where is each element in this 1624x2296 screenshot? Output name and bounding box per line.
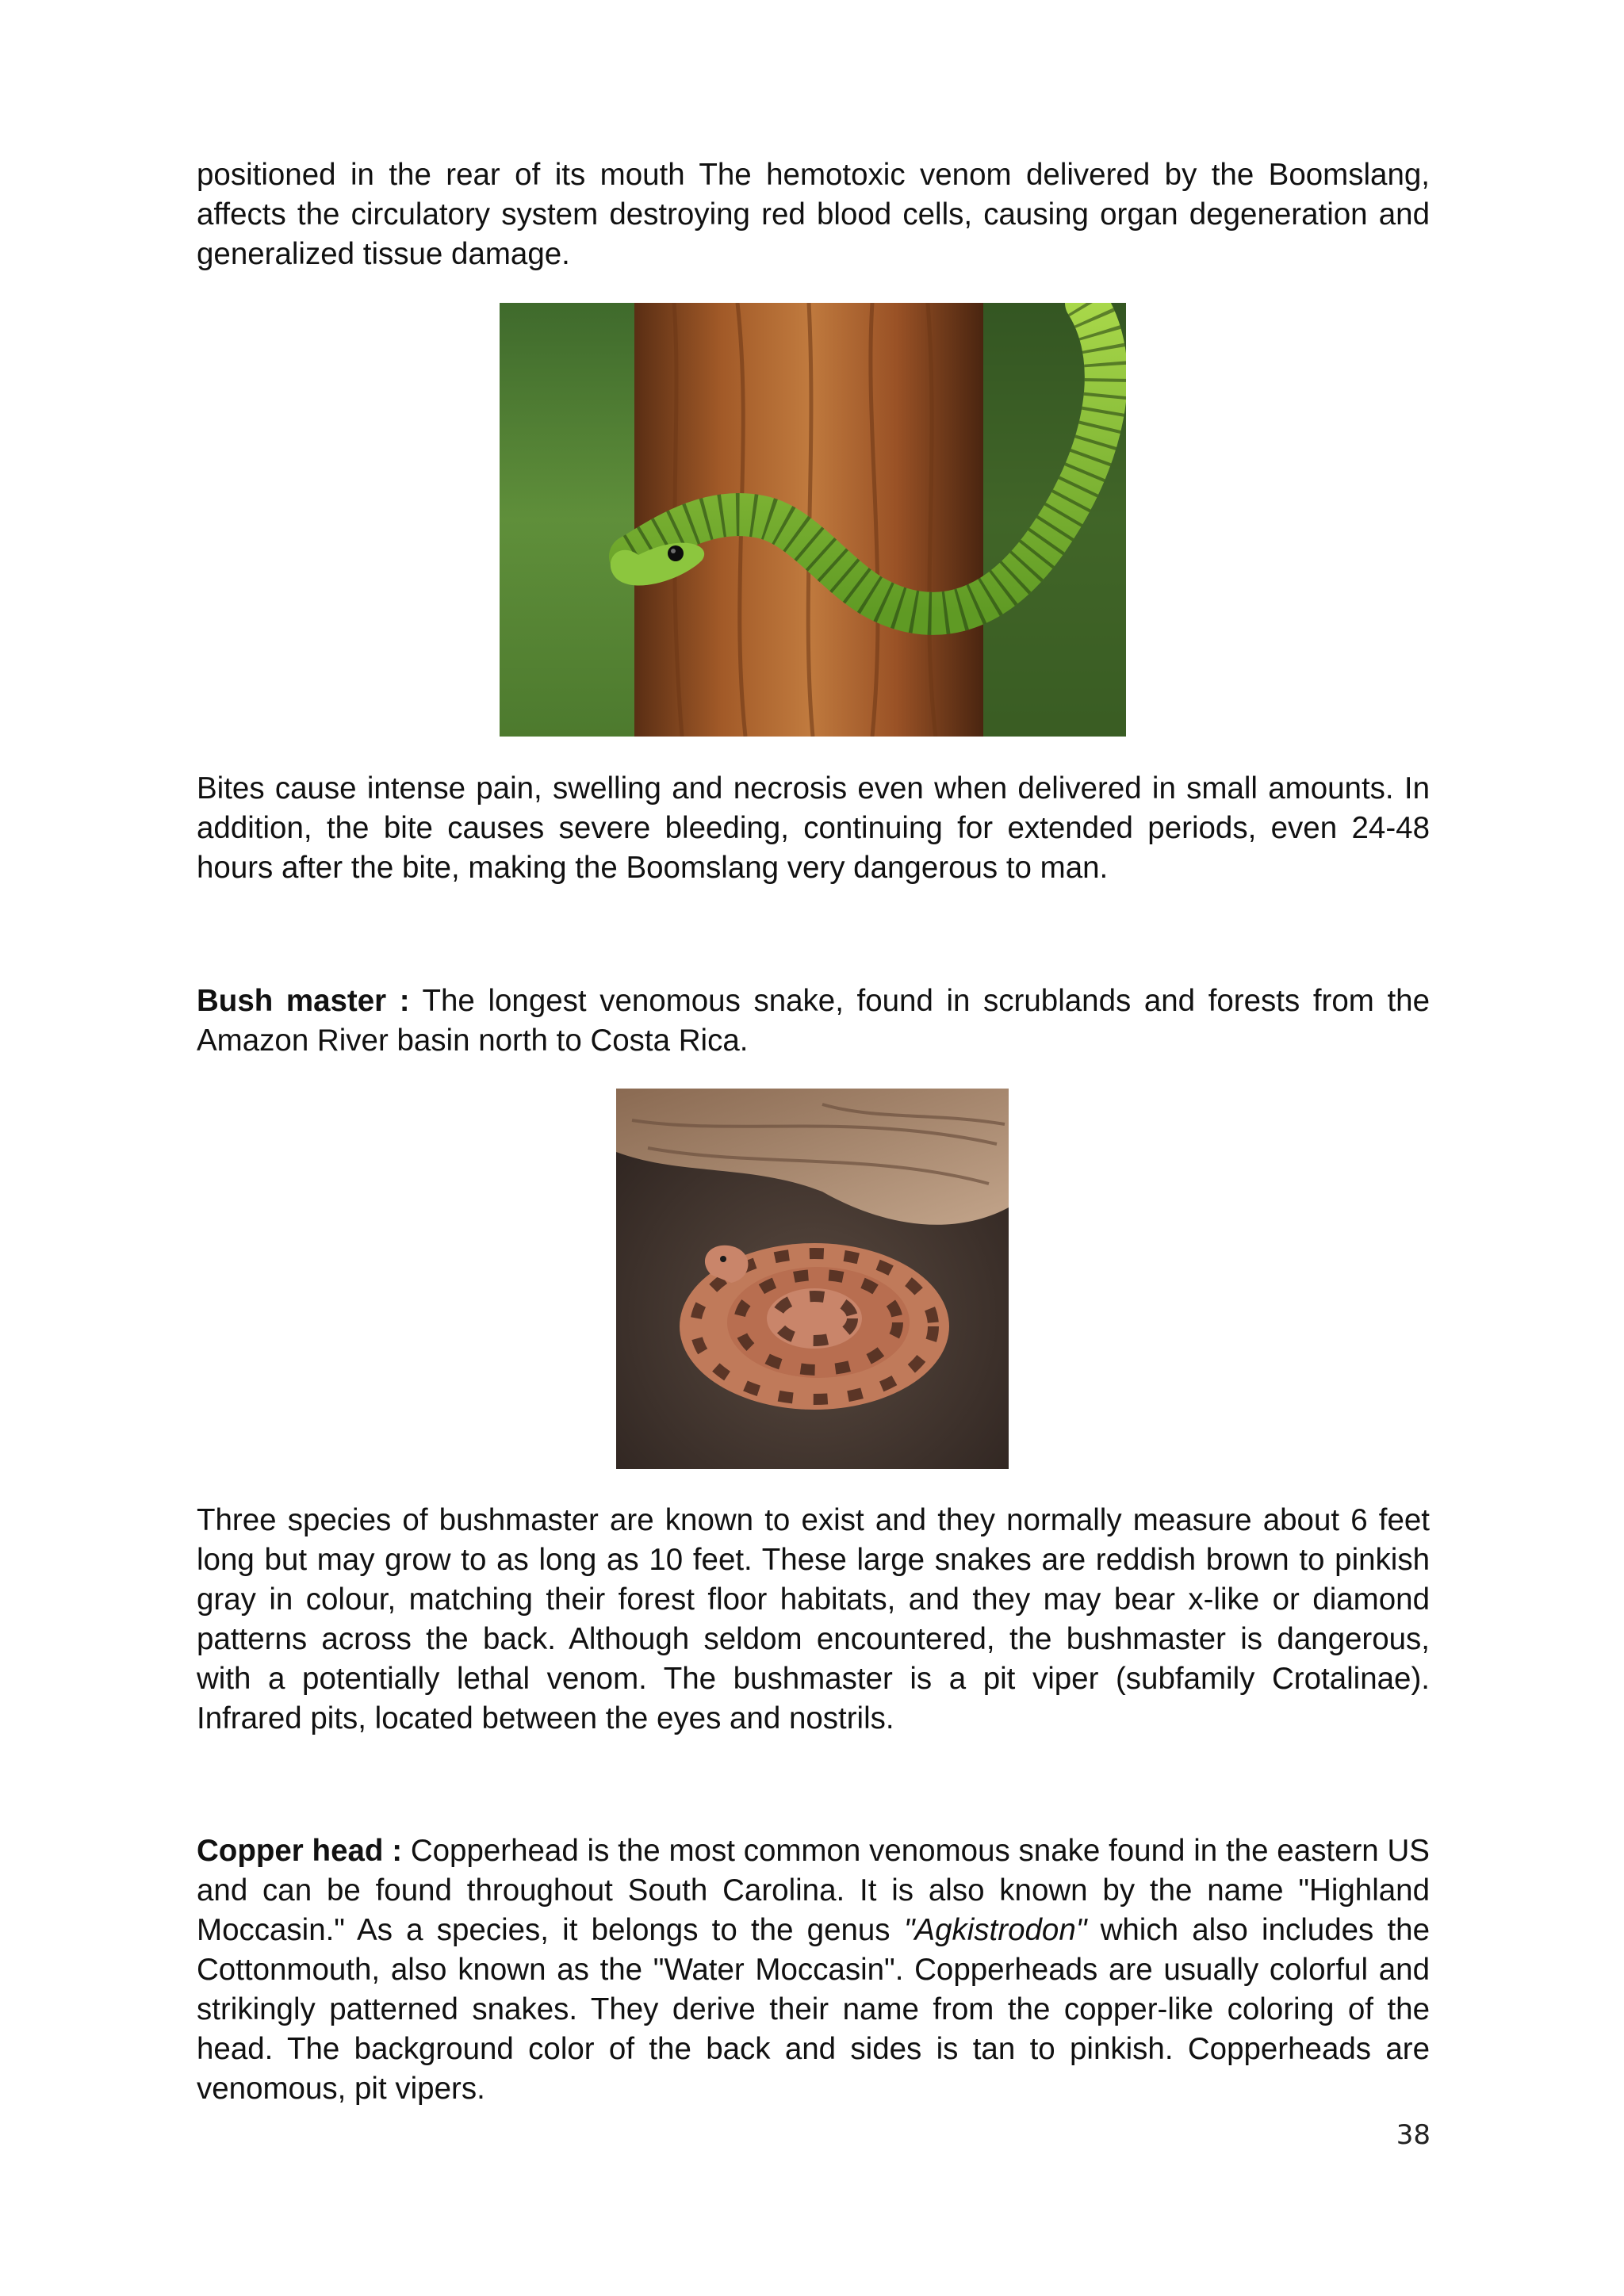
copperhead-heading: Copper head : xyxy=(197,1834,403,1868)
paragraph-copperhead xyxy=(197,1831,1430,2109)
paragraph-boomslang-venom: positioned in the rear of its mouth The hemotoxic venom delivered by the Boomslang, affects the circulatory system destroying red blood cells, causing organ degeneration and generalized tissue damage. xyxy=(197,158,1430,271)
paragraph-bushmaster-description: Three species of bushmaster are known to exist and they normally measure about 6 feet long but may grow to as long as 10 feet. These large snakes are reddish brown to pinkish gray in colour, matching their forest floor habitats, and they may bear x-like or diamond patterns across the back. Although seldom encountered, the bushmaster is dangerous, with a potentially lethal venom. The bushmaster is a pit viper (subfamily Crotalinae). Infrared pits, located between the eyes and nostrils. xyxy=(197,1503,1430,1735)
copperhead-text-part1: Copperhead is the most common venomous snake found in the eastern US and can be found throughout South Carolina. It is also known by the name "Highland Moccasin." As a species, it belongs to the genus xyxy=(197,1834,1430,1947)
boomslang-photo xyxy=(500,303,1126,737)
paragraph-bushmaster-intro xyxy=(197,982,1430,1061)
page-number: 38 xyxy=(1396,2119,1431,2151)
bushmaster-intro-text: The longest venomous snake, found in scrublands and forests from the Amazon River basin north to Costa Rica. xyxy=(197,984,1430,1058)
bushmaster-heading: Bush master : xyxy=(197,984,410,1018)
bushmaster-photo xyxy=(616,1089,1009,1469)
copperhead-genus: "Agkistrodon" xyxy=(903,1913,1087,1947)
copperhead-text-part2: which also includes the Cottonmouth, also known as the "Water Moccasin". Copperheads are usually colorful and strikingly patterned snakes. They derive their name from the copper-like coloring of the head. The background color of the back and sides is tan to pinkish. Copperheads are venomous, pit vipers. xyxy=(197,1913,1430,2106)
paragraph-boomslang-bite: Bites cause intense pain, swelling and necrosis even when delivered in small amounts. In addition, the bite causes severe bleeding, continuing for extended periods, even 24-48 hours after the bite, making the Boomslang very dangerous to man. xyxy=(197,771,1430,885)
